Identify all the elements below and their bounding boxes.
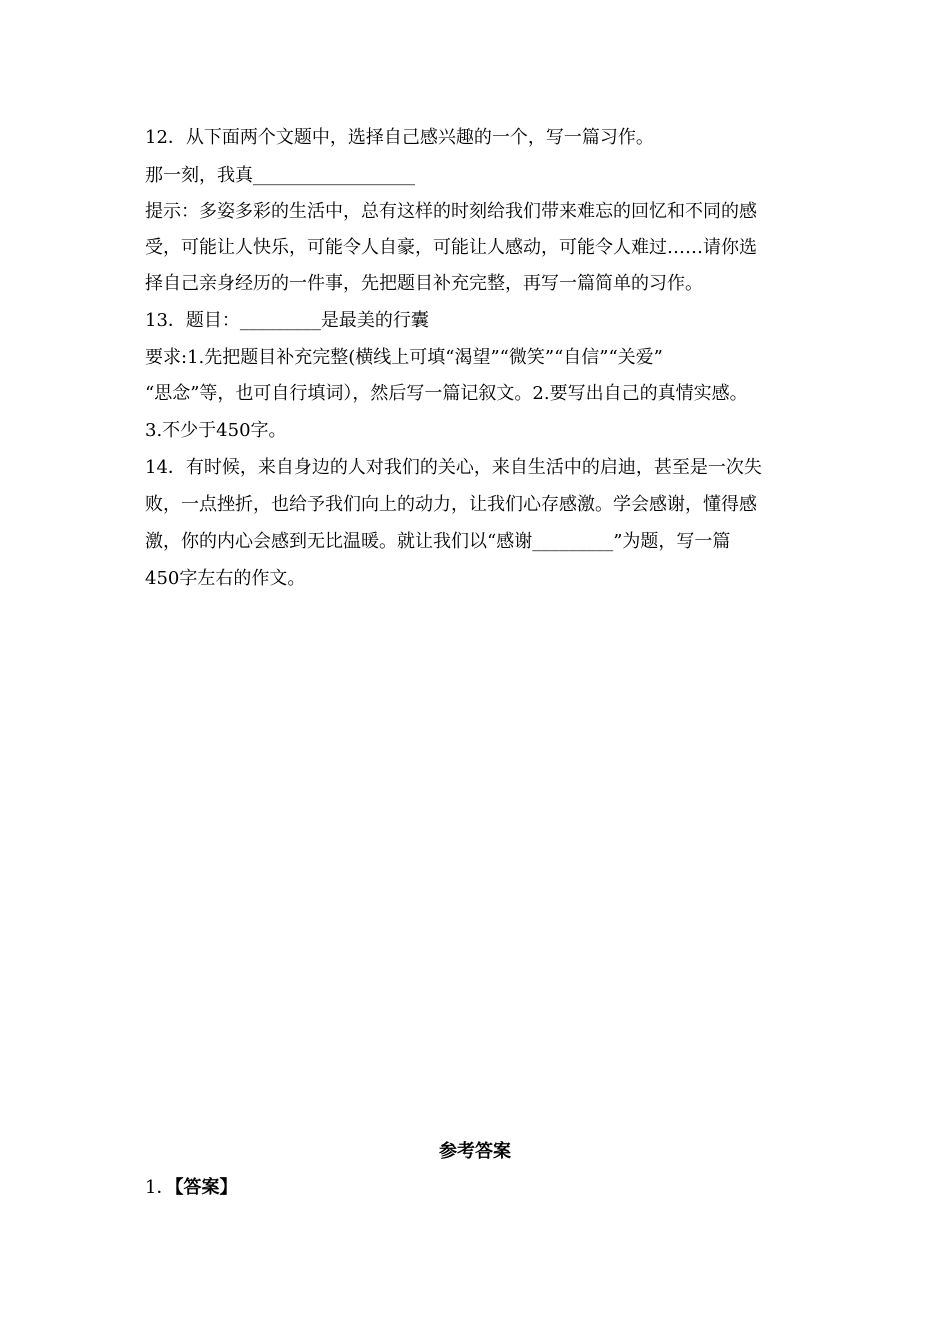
- q13-title-blank: 13．题目：_________是最美的行囊: [145, 310, 429, 331]
- q12-hint-line: 受，可能让人快乐，可能令人自豪，可能让人感动，可能令人难过……请你选: [145, 237, 757, 258]
- q14-prompt-line: 14．有时候，来自身边的人对我们的关心，来自生活中的启迪，甚至是一次失: [145, 457, 762, 478]
- q14-prompt-line: 激，你的内心会感到无比温暖。就让我们以“感谢_________”为题，写一篇: [145, 531, 731, 552]
- q14-prompt-line: 450字左右的作文。: [145, 568, 306, 589]
- q13-requirement-line: 要求:1.先把题目补充完整(横线上可填“渴望”“微笑”“自信”“关爱”: [145, 347, 663, 368]
- answer-item-number: 1．: [145, 1177, 175, 1198]
- q12-prompt: 12．从下面两个文题中，选择自己感兴趣的一个，写一篇习作。: [145, 127, 654, 148]
- answer-item-label: 【答案】: [174, 1177, 238, 1198]
- q14-prompt-line: 败，一点挫折，也给予我们向上的动力，让我们心存感激。学会感谢，懂得感: [145, 494, 757, 515]
- q12-hint-line: 提示：多姿多彩的生活中，总有这样的时刻给我们带来难忘的回忆和不同的感: [145, 201, 757, 222]
- answer-item: [145, 1176, 237, 1200]
- q12-title-blank: 那一刻，我真__________________: [145, 165, 415, 186]
- q13-requirement-line: 3.不少于450字。: [145, 420, 287, 441]
- answer-section-title: 参考答案: [439, 1141, 511, 1162]
- q12-hint-line: 择自己亲身经历的一件事，先把题目补充完整，再写一篇简单的习作。: [145, 273, 703, 294]
- q13-requirement-line: “思念”等，也可自行填词），然后写一篇记叙文。2.要写出自己的真情实感。: [145, 383, 748, 404]
